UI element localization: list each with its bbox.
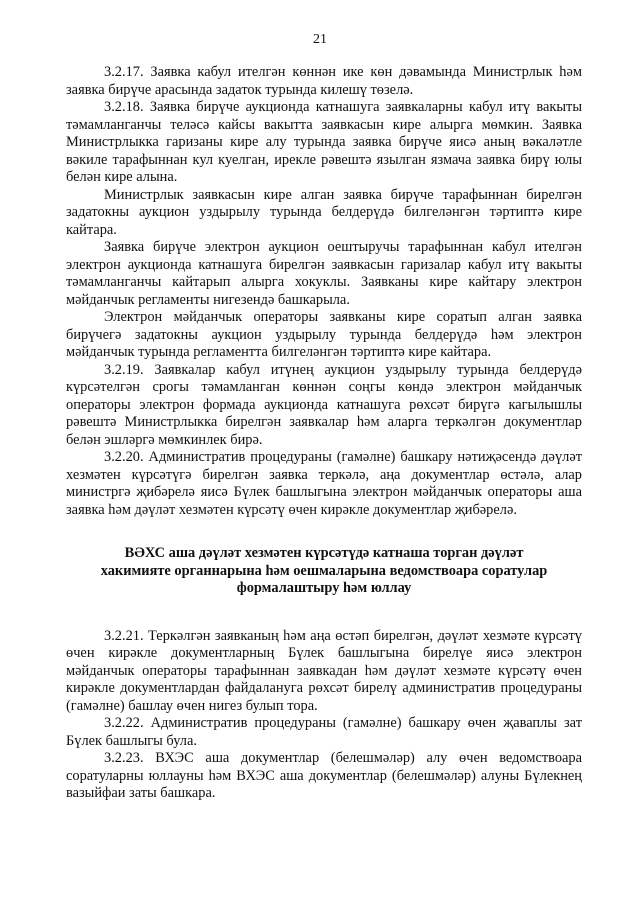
paragraph-3-2-21: 3.2.21. Теркәлгән заявканың һәм аңа өстәп бирелгән, дәүләт хезмәте күрсәтү өчен кирәкле документларның Бүлек башлыгына бирелүе яисә электрон мәйданчык операторы тарафыннан заявкадан һәм дәүләт хезмәте күрсәтү өчен кирәкле документлардан файдалануга рөхсәт бирелү административ процедураны (гамәлне) башлау өчен нигез булып тора. bbox=[66, 627, 582, 714]
paragraph-3-2-17: 3.2.17. Заявка кабул ителгән көннән ике көн дәвамында Министрлык һәм заявка бирүче арасында задаток турында килешү төзелә. bbox=[66, 64, 582, 98]
paragraph-deposit-return: Министрлык заявкасын кире алган заявка бирүче тарафыннан бирелгән задатокны аукцион уздырылу турында белдерүдә билгеләнгән тәртиптә кире кайтара. bbox=[66, 186, 582, 238]
section-heading-line: хакимияте органнарына һәм оешмаларына ведомствоара соратулар bbox=[100, 562, 548, 579]
paragraph-3-2-19: 3.2.19. Заявкалар кабул итүнең аукцион уздырылу турында белдерүдә күрсәтелгән срогы тәмамланган көннән соңгы көндә электрон мәйданчык операторы электрон формада аукционда катнашуга рөхсәт бирүгә кагылышлы рәвештә Министрлыкка бирелгән заявкалар һәм аларга теркәлгән документлар белән эшләргә мөмкинлек бирә. bbox=[66, 361, 582, 448]
paragraph-operator-return: Электрон мәйданчык операторы заявканы кире соратып алган заявка бирүчегә задатокны аукцион уздырылу турында белдерүдә һәм электрон мәйданчык турында регламентта билгеләнгән тәртиптә кире кайтара. bbox=[66, 309, 582, 360]
section-heading-line: формалаштыру һәм юллау bbox=[236, 580, 412, 596]
paragraph-3-2-22: 3.2.22. Административ процедураны (гамәлне) башкару өчен җаваплы зат Бүлек башлыгы була. bbox=[66, 715, 582, 749]
page-number: 21 bbox=[313, 32, 327, 47]
paragraph-3-2-18: 3.2.18. Заявка бирүче аукционда катнашуга заявкаларны кабул итү вакыты тәмамланганчы теләсә кайсы вакытта заявкасын кире алырга мөмкин. Заявка Министрлыкка гаризаны кире алу турында заявка бирүче яисә аның вәкаләтле вәкиле тарафыннан кул куелган, ирекле рәвештә язылган язмача заявка бирү юлы белән кире алына. bbox=[66, 99, 582, 185]
paragraph-withdraw-right: Заявка бирүче электрон аукцион оештыручы тарафыннан кабул ителгән электрон аукционда катнашуга бирелгән заявкасын гаризалар кабул итү вакыты тәмамланганчы кайтарып алырга хокуклы. Заявканы кире кайтару электрон мәйданчык регламенты нигезендә башкарыла. bbox=[66, 239, 582, 308]
paragraph-3-2-23: 3.2.23. ВХЭС аша документлар (белешмәләр) алу өчен ведомствоара соратуларны юллауны һәм ВХЭС аша документлар (белешмәләр) алуны Бүлекнең вазыйфаи заты башкара. bbox=[66, 750, 582, 801]
paragraph-3-2-20: 3.2.20. Административ процедураны (гамәлне) башкару нәтиҗәсендә дәүләт хезмәтен күрсәтүгә бирелгән заявка теркәлә, аңа документлар өстәлә, алар министргә җибәрелә яисә Бүлек башлыгына электрон мәйданчык операторы аша заявка һәм дәүләт хезмәтен күрсәтү өчен кирәкле документлар җибәрелә. bbox=[66, 449, 582, 518]
section-heading bbox=[66, 545, 582, 598]
section-heading-line: ВӘХС аша дәүләт хезмәтен күрсәтүдә катнаша торган дәүләт bbox=[124, 545, 524, 561]
document-body bbox=[66, 64, 582, 803]
